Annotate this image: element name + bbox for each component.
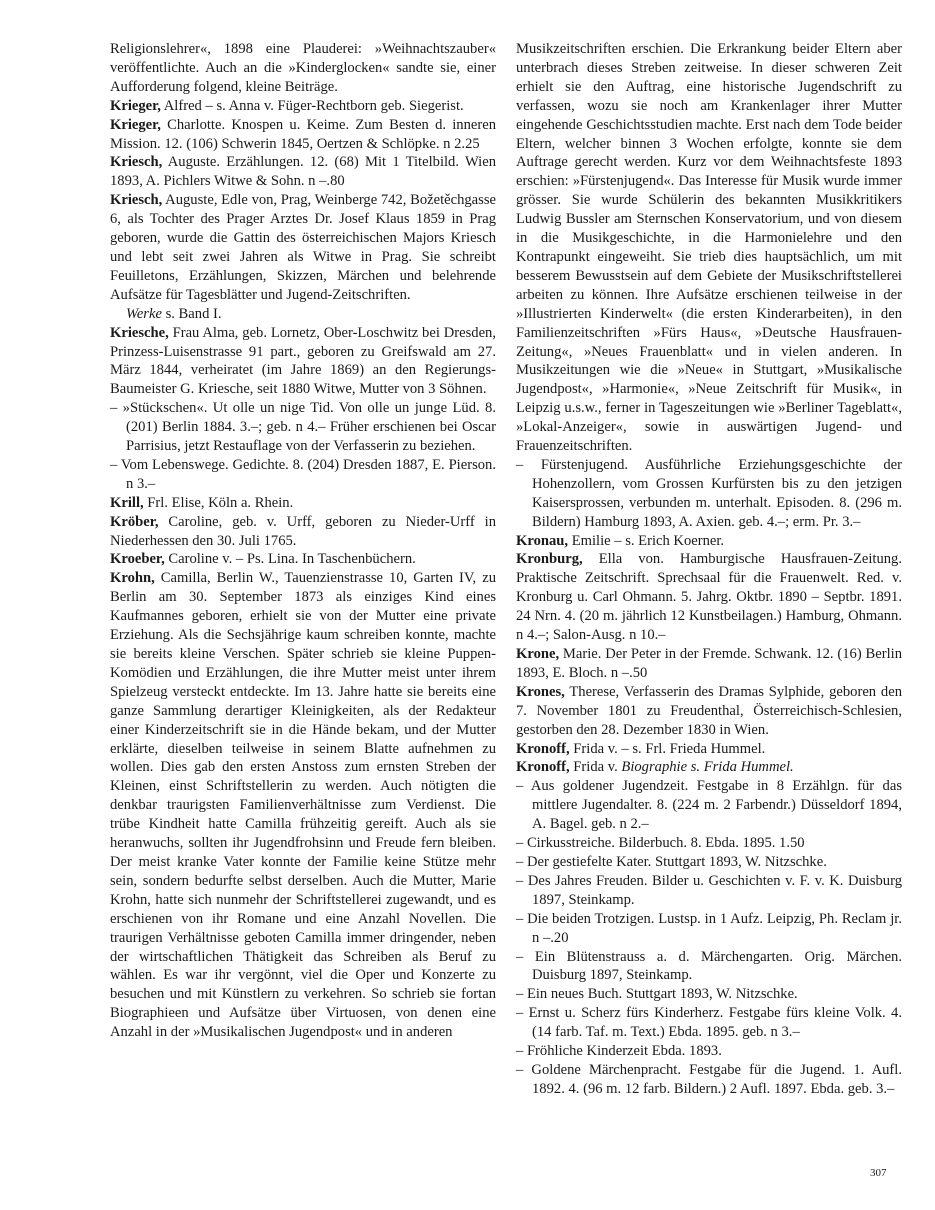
- work-item: – Vom Lebenswege. Gedichte. 8. (204) Dresden 1887, E. Pierson. n 3.–: [110, 456, 496, 492]
- entry-paragraph: Religionslehrer«, 1898 eine Plauderei: »Weihnachtszauber« veröffentlichte. Auch an die »Kinderglocken« sandte sie, einer Aufforderung folgend, kleine Beiträge.: [110, 41, 496, 95]
- left-column: [110, 40, 496, 1042]
- entry-krones: Krones, Therese, Verfasserin des Dramas Sylphide, geboren den 7. November 1801 zu Freudenthal, Österreichisch-Schlesien, gestorben den 28. Dezember 1830 in Wien.: [516, 683, 902, 738]
- work-item: – Fröhliche Kinderzeit Ebda. 1893.: [516, 1043, 722, 1060]
- work-item: – Aus goldener Jugendzeit. Festgabe in 8 Erzählgn. für das mittlere Jugendalter. 8. (224 m. 2 Farbendr.) Düsseldorf 1894, A. Bagel. geb. n 2.–: [516, 778, 902, 833]
- work-item: – Cirkusstreiche. Bilderbuch. 8. Ebda. 1895. 1.50: [516, 835, 805, 852]
- entry-kronoff-1: Kronoff, Frida v. – s. Frl. Frieda Hummel.: [516, 740, 766, 757]
- entry-krone: Krone, Marie. Der Peter in der Fremde. Schwank. 12. (16) Berlin 1893, E. Bloch. n –.50: [516, 646, 902, 681]
- entry-werke-note: Werke s. Band I.: [126, 305, 222, 322]
- work-item: – Fürstenjugend. Ausführliche Erziehungsgeschichte der Hohenzollern, vom Grossen Kurfürsten bis zu den jetzigen Kaisersprossen, verbunden m. unterhalt. Episoden. 8. (296 m. Bildern) Hamburg 1893, A. Axien. geb. 4.–; erm. Pr. 3.–: [516, 456, 902, 530]
- entry-kronau: Kronau, Emilie – s. Erich Koerner.: [516, 532, 725, 549]
- work-item: – Die beiden Trotzigen. Lustsp. in 1 Aufz. Leipzig, Ph. Reclam jr. n –.20: [516, 910, 902, 946]
- entry-kronoff-2: Kronoff, Frida v. Biographie s. Frida Hummel.: [516, 759, 794, 776]
- entry-kronburg: Kronburg, Ella von. Hamburgische Hausfrauen-Zeitung. Praktische Zeitschrift. Sprechsaal für die Frauenwelt. Red. v. Kronburg u. Carl Ohmann. 5. Jahrg. Oktbr. 1890 – Septbr. 1891. 24 Nrn. 4. (20 m. jährlich 12 Kunstbeilagen.) Hamburg, Ohmann. n 4.–; Salon-Ausg. n 10.–: [516, 551, 902, 644]
- work-item: – Der gestiefelte Kater. Stuttgart 1893, W. Nitzschke.: [516, 853, 827, 870]
- entry-krill: Krill, Frl. Elise, Köln a. Rhein.: [110, 494, 294, 511]
- entry-kriesch-2: Kriesch, Auguste, Edle von, Prag, Weinberge 742, Božetěchgasse 6, als Tochter des Prager Arztes Dr. Josef Klaus 1859 in Prag geboren, wurde die Gattin des österreichischen Majors Kriesch und lebt seit zwei Jahren als Witwe in Prag. Sie schreibt Feuilletons, Erzählungen, Skizzen, Märchen und belehrende Aufsätze für Tagesblätter und Jugend-Zeitschriften.: [110, 192, 496, 303]
- right-column: [516, 40, 902, 1099]
- work-item: – Ernst u. Scherz fürs Kinderherz. Festgabe fürs kleine Volk. 4. (14 farb. Taf. m. Text.) Ebda. 1895. geb. n 3.–: [516, 1005, 902, 1041]
- entry-paragraph: Musikzeitschriften erschien. Die Erkrankung beider Eltern aber unterbrach dieses Streben zeitweise. In dieser schweren Zeit erhielt sie den Auftrag, eine historische Jugendschrift zu verfassen, wozu sie noch am Krankenlager ihrer Mutter eingehende Geschichtsstudien machte. Erst nach dem Tode beider Eltern, welcher binnen 3 Wochen erfolgte, konnte sie dem Auftrage gerecht werden. Kurz vor dem Weihnachtsfeste 1893 erschien: »Fürstenjugend«. Das Interesse für Musik wurde immer grösser. Sie wurde Schülerin des bekannten Musikkritikers Ludwig Bussler am Sternschen Konservatorium, und von diesem in die Musikgeschichte, in die Harmonielehre und den Kontrapunkt eingeweiht. Sie trieb dies hauptsächlich, um mit besserem Bewusstsein auf dem Gebiete der Musikschriftstellerei arbeiten zu können. Ihre Aufsätze erschienen teilweise in der »Illustrierten Kinderwelt« (die ersten Kinderarbeiten), in den Familienzeitschriften »Fürs Haus«, »Deutsche Hausfrauen-Zeitung«, »Neues Frauenblatt« und in vielen anderen. In Musikzeitungen wie die »Neue« in Stuttgart, »Musikalische Jugendpost«, »Harmonie«, »Neue Zeitschrift für Musik«, in Leipzig u.s.w., ferner in Tageszeitungen wie »Berliner Tageblatt«, »Lokal-Anzeiger«, sowie in auswärtigen Jugend- und Frauenzeitschriften.: [516, 41, 902, 455]
- entry-kriesch-1: Kriesch, Auguste. Erzählungen. 12. (68) Mit 1 Titelbild. Wien 1893, A. Pichlers Witwe & Sohn. n –.80: [110, 154, 496, 190]
- work-item: – »Stückschen«. Ut olle un nige Tid. Von olle un junge Lüd. 8. (201) Berlin 1884. 3.–; geb. n 4.– Früher erschienen bei Oscar Parrisius, jetzt Restauflage von der Verfasserin zu beziehen.: [110, 400, 496, 455]
- entry-krieger-charlotte: Krieger, Charlotte. Knospen u. Keime. Zum Besten d. inneren Mission. 12. (106) Schwerin 1845, Oertzen & Schlöpke. n 2.25: [110, 116, 496, 152]
- work-item: – Goldene Märchenpracht. Festgabe für die Jugend. 1. Aufl. 1892. 4. (96 m. 12 farb. Bildern.) 2 Aufl. 1897. Ebda. geb. 3.–: [516, 1061, 902, 1097]
- work-item: – Ein Blütenstrauss a. d. Märchengarten. Orig. Märchen. Duisburg 1897, Steinkamp.: [516, 948, 902, 984]
- entry-krohn: Krohn, Camilla, Berlin W., Tauenzienstrasse 10, Garten IV, zu Berlin am 30. September 1873 als einziges Kind eines Kaufmannes geboren, erhielt sie von der Mutter eine private Erziehung. Als die Sechsjährige kaum schreiben konnte, machte sie bereits kleine Verschen. Später schrieb sie kleine Puppen-Komödien und Erzählungen, die ihre Mutter meist unter ihrem Spielzeug versteckt entdeckte. Im 13. Jahre hatte sie bereits eine ganze Sammlung derartiger Kleinigkeiten, als der Redakteur einer Kinderzeitschrift sie in die Hände bekam, und der Mutter erklärte, dieselben teilweise in seinem Blatte aufnehmen zu wollen. Dies gab den ersten Anstoss zum ernsten Streben der Kleinen, einst Schriftstellerin zu werden. Auch nötigten die denkbar traurigsten Familienverhältnisse zum Verdienst. Die trübe Kindheit hatte Camilla frühzeitig gereift. Auch als sie heranwuchs, sollten ihr Jugendfrohsinn und Freude fern bleiben. Der meist kranke Vater konnte der Familie keine Stütze mehr sein, sondern bedurfte selbst derselben. Auch die Mutter, Marie Krohn, hatte sich nunmehr der Schriftstellerei zugewandt, und es erschienen von ihr Romane und eine Anzahl Novellen. Die traurigen Verhältnisse geboten Camilla immer dringender, neben der wirtschaftlichen Thätigkeit das Schreiben als Beruf zu wählen. Es war ihr vergönnt, viel die Oper und Konzerte zu besuchen und mit Künstlern zu verkehren. So schrieb sie fortan Biographieen und Aufsätze über Virtuosen, von denen eine Anzahl in der »Musikalischen Jugendpost« und in anderen: [110, 570, 496, 1041]
- entry-kriesche: Kriesche, Frau Alma, geb. Lornetz, Ober-Loschwitz bei Dresden, Prinzess-Luisenstrasse 91 part., geboren zu Greifswald am 27. März 1844, verheiratet (im Jahre 1869) an den Regierungs-Baumeister G. Kriesche, seit 1880 Witwe, Mutter von 3 Söhnen.: [110, 324, 496, 398]
- work-item: – Ein neues Buch. Stuttgart 1893, W. Nitzschke.: [516, 986, 798, 1003]
- entry-kroeber-2: Kroeber, Caroline v. – Ps. Lina. In Taschenbüchern.: [110, 551, 416, 568]
- entry-krieger-alfred: Krieger, Alfred – s. Anna v. Füger-Rechtborn geb. Siegerist.: [110, 97, 464, 114]
- work-item: – Des Jahres Freuden. Bilder u. Geschichten v. F. v. K. Duisburg 1897, Steinkamp.: [516, 872, 902, 908]
- entry-kroeber-1: Kröber, Caroline, geb. v. Urff, geboren zu Nieder-Urff in Niederhessen den 30. Juli 1765.: [110, 513, 496, 549]
- page-number: 307: [870, 1167, 887, 1179]
